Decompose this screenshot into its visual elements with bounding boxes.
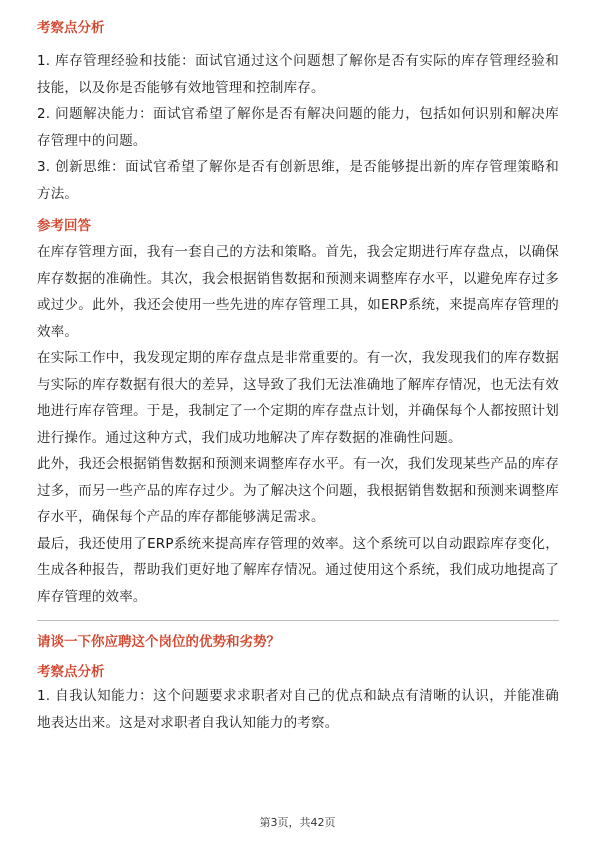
answer-paragraph: 此外，我还会根据销售数据和预测来调整库存水平。有一次，我们发现某些产品的库存过多，而另一些产品的库存过少。为了解决这个问题，我根据销售数据和预测来调整库存水平，确保每个产品的库存都能够满足需求。 <box>37 456 559 525</box>
analysis-item: 2. 问题解决能力：面试官希望了解你是否有解决问题的能力，包括如何识别和解决库存管理中的问题。 <box>37 106 559 149</box>
answer-body <box>37 239 559 610</box>
analysis-item: 1. 自我认知能力：这个问题要求求职者对自己的优点和缺点有清晰的认识，并能准确地表达出来。这是对求职者自我认知能力的考察。 <box>37 688 559 731</box>
analysis-list <box>37 683 559 736</box>
answer-heading: 参考回答 <box>37 218 91 234</box>
section-divider <box>37 620 559 621</box>
page-number: 第3页，共42页 <box>259 816 336 829</box>
analysis-heading: 考察点分析 <box>37 20 105 36</box>
answer-paragraph: 在库存管理方面，我有一套自己的方法和策略。首先，我会定期进行库存盘点，以确保库存数据的准确性。其次，我会根据销售数据和预测来调整库存水平，以避免库存过多或过少。此外，我还会使用一些先进的库存管理工具，如ERP系统，来提高库存管理的效率。 <box>37 244 559 340</box>
document-page <box>37 18 559 736</box>
analysis-heading: 考察点分析 <box>37 664 105 680</box>
answer-paragraph: 最后，我还使用了ERP系统来提高库存管理的效率。这个系统可以自动跟踪库存变化，生成各种报告，帮助我们更好地了解库存情况。通过使用这个系统，我们成功地提高了库存管理的效率。 <box>37 535 559 605</box>
analysis-item: 3. 创新思维：面试官希望了解你是否有创新思维，是否能够提出新的库存管理策略和方法。 <box>37 159 559 202</box>
analysis-list <box>37 48 559 207</box>
question-heading: 请谈一下你应聘这个岗位的优势和劣势？ <box>37 634 280 650</box>
answer-paragraph: 在实际工作中，我发现定期的库存盘点是非常重要的。有一次，我发现我们的库存数据与实际的库存数据有很大的差异，这导致了我们无法准确地了解库存情况，也无法有效地进行库存管理。于是，我制定了一个定期的库存盘点计划，并确保每个人都按照计划进行操作。通过这种方式，我们成功地解决了库存数据的准确性问题。 <box>37 350 559 446</box>
analysis-item: 1. 库存管理经验和技能：面试官通过这个问题想了解你是否有实际的库存管理经验和技能，以及你是否能够有效地管理和控制库存。 <box>37 53 559 96</box>
